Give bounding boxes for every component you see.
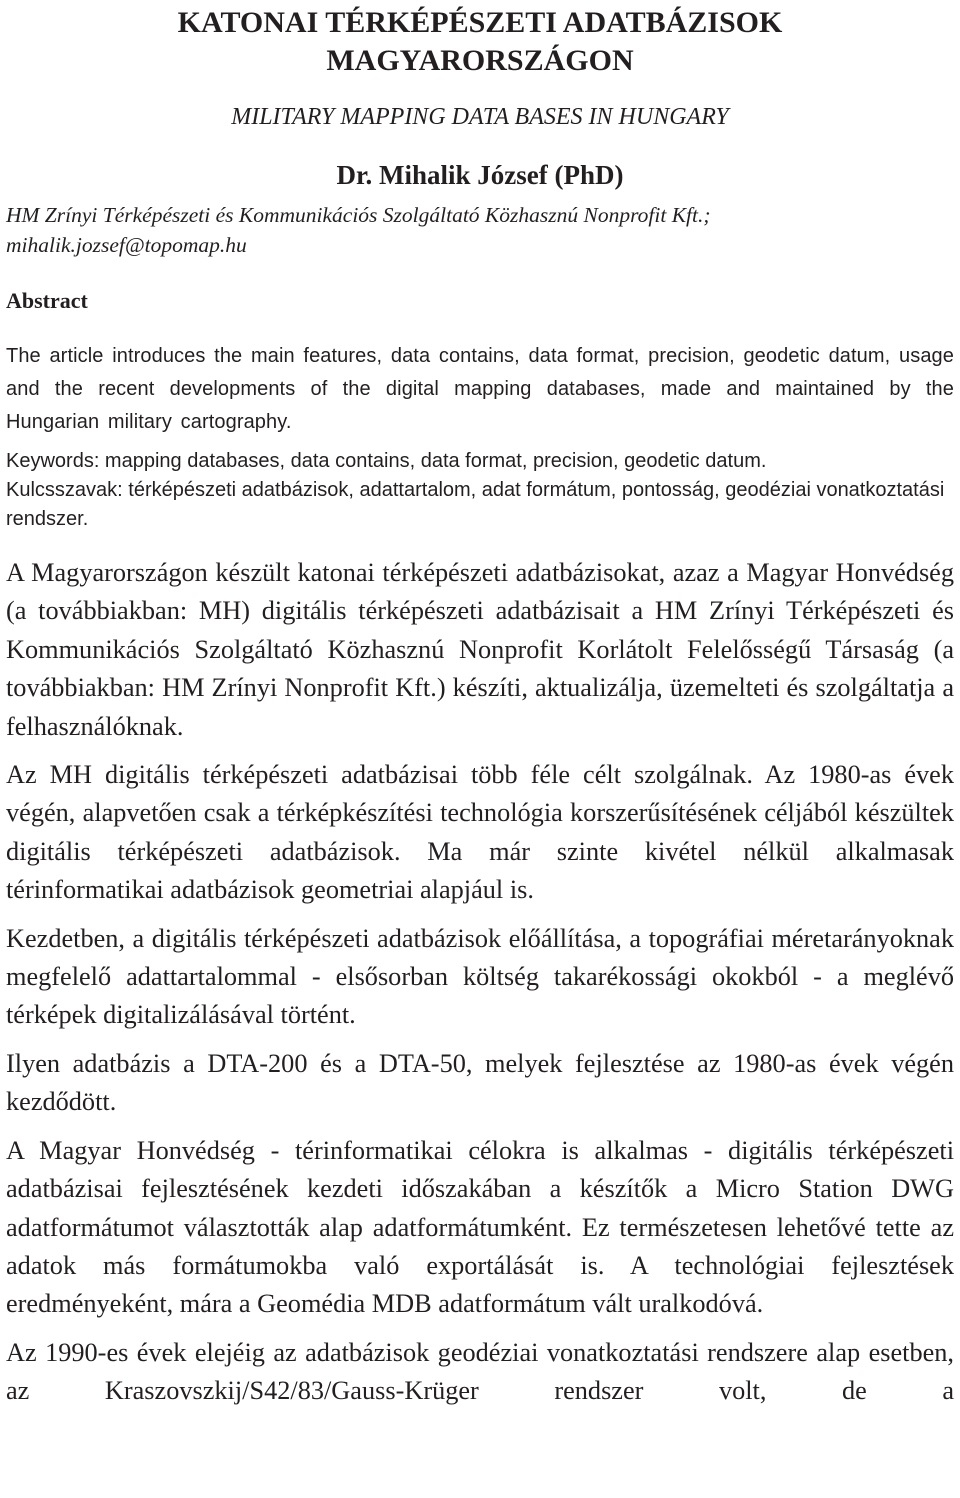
abstract-heading: Abstract	[6, 288, 88, 313]
author-name: Dr. Mihalik József (PhD)	[336, 160, 624, 190]
affiliation-email: mihalik.jozsef@topomap.hu	[6, 233, 247, 257]
author-affiliation	[6, 192, 954, 260]
paper-subtitle: MILITARY MAPPING DATA BASES IN HUNGARY	[231, 104, 729, 130]
body-paragraph-4: Ilyen adatbázis a DTA-200 és a DTA-50, melyek fejlesztése az 1980-as évek végén kezdődött.	[6, 1048, 954, 1117]
title-line-2: MAGYARORSZÁGON	[326, 44, 634, 77]
body-paragraph-5: A Magyar Honvédség - térinformatikai célokra is alkalmas - digitális térképészeti adatbázisai fejlesztésének kezdeti időszakában a készítők a Micro Station DWG adatformátumot választották alap adatformátumként. Ez természetesen lehetővé tette az adatok más formátumokba való exportálását is. A technológiai fejlesztések eredményeként, mára a Geomédia MDB adatformátum vált uralkodóvá.	[6, 1135, 954, 1319]
body-paragraph-6: Az 1990-es évek elejéig az adatbázisok geodéziai vonatkoztatási rendszere alap esetben, az Kraszovszkij/S42/83/Gauss-Krüger rendszer volt, de a	[6, 1337, 954, 1406]
keywords-hungarian: Kulcsszavak: térképészeti adatbázisok, adattartalom, adat formátum, pontosság, geodéziai vonatkoztatási rendszer.	[6, 479, 945, 530]
paper-title	[6, 0, 954, 80]
abstract-text: The article introduces the main features, data contains, data format, precision, geodetic datum, usage and the recent developments of the digital mapping databases, made and maintained by the Hungarian military cartography.	[6, 345, 954, 433]
keywords-english: Keywords: mapping databases, data contains, data format, precision, geodetic datum.	[6, 450, 767, 472]
affiliation-line-1: HM Zrínyi Térképészeti és Kommunikációs Szolgáltató Közhasznú Nonprofit Kft.;	[6, 203, 711, 227]
title-line-1: KATONAI TÉRKÉPÉSZETI ADATBÁZISOK	[177, 6, 783, 39]
body-paragraph-2: Az MH digitális térképészeti adatbázisai több féle célt szolgálnak. Az 1980-as évek végén, alapvetően csak a térképkészítési technológia korszerűsítésének céljából készültek digitális térképészeti adatbázisok. Ma már szinte kivétel nélkül alkalmasak térinformatikai adatbázisok geometriai alapjául is.	[6, 760, 954, 905]
body-paragraph-1: A Magyarországon készült katonai térképészeti adatbázisokat, azaz a Magyar Honvédség (a továbbiakban: MH) digitális térképészeti adatbázisait a HM Zrínyi Térképészeti és Kommunikációs Szolgáltató Közhasznú Nonprofit Korlátolt Felelősségű Társaság (a továbbiakban: HM Zrínyi Nonprofit Kft.) készíti, aktualizálja, üzemelteti és szolgáltatja a felhasználóknak.	[6, 558, 954, 741]
body-paragraph-3: Kezdetben, a digitális térképészeti adatbázisok előállítása, a topográfiai méretarányoknak megfelelő adattartalommal - elsősorban költség takarékossági okokból - a meglévő térképek digitalizálásával történt.	[6, 923, 954, 1030]
